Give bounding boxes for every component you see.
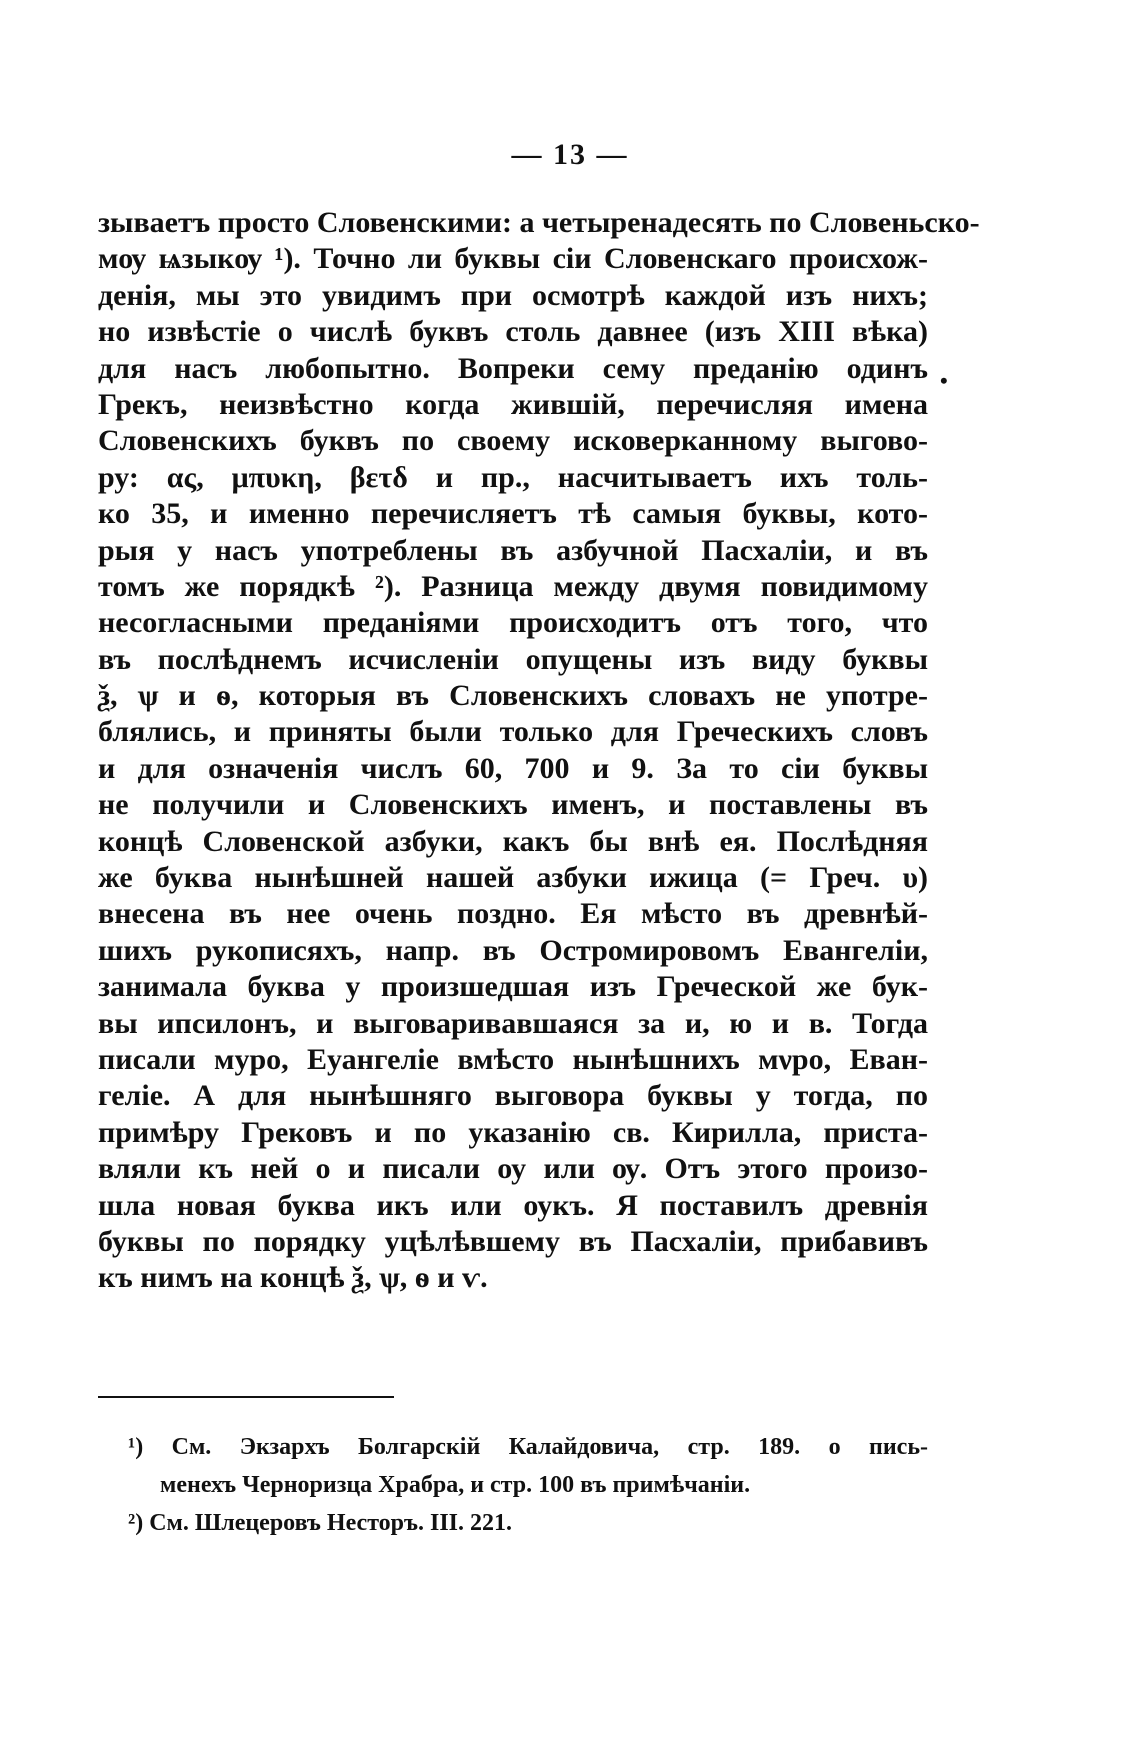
page-header: — 13 —: [511, 138, 629, 171]
text-line: ѯ, ѱ и ѳ, которыя въ Словенскихъ словахъ не употре-: [98, 679, 928, 713]
text-line: блялись, и приняты были только для Греческихъ словъ: [98, 715, 928, 749]
text-line: денія, мы это увидимъ при осмотрѣ каждой изъ нихъ;: [98, 278, 928, 312]
text-line: но извѣстіе о числѣ буквъ столь давнее (изъ XIII вѣка): [98, 315, 928, 349]
text-line: буквы по порядку уцѣлѣвшему въ Пасхаліи, прибавивъ: [98, 1224, 928, 1258]
text-line: томъ же порядкѣ ²). Разница между двумя повидимому: [98, 569, 928, 603]
text-line: несогласными преданіями происходитъ отъ того, что: [98, 606, 928, 640]
text-line: геліе. А для нынѣшняго выговора буквы у тогда, по: [98, 1079, 928, 1113]
footnote-line: менехъ Черноризца Храбра, и стр. 100 въ примѣчаніи.: [160, 1472, 751, 1498]
text-line: же буква нынѣшней нашей азбуки ижица (= Греч. υ): [98, 861, 928, 895]
text-line: зываетъ просто Словенскими: а четыренадесять по Словеньско-: [98, 206, 980, 239]
text-line: и для означенія числъ 60, 700 и 9. За то сіи буквы: [98, 751, 928, 785]
margin-mark: •: [940, 368, 948, 393]
footnotes: [128, 1428, 928, 1542]
text-line: вляли къ ней о и писали оу или ѹ. Отъ этого произо-: [98, 1152, 928, 1186]
text-line: концѣ Словенской азбуки, какъ бы внѣ ея. Послѣдняя: [98, 824, 928, 858]
footnote-rule: [98, 1396, 394, 1398]
text-line: ру: ας, μπυκη, βετδ и пр., насчитываетъ ихъ толь-: [98, 460, 928, 494]
text-line: для насъ любопытно. Вопреки сему преданію одинъ: [98, 351, 928, 385]
text-line: Словенскихъ буквъ по своему исковерканному выгово-: [98, 424, 928, 458]
text-line: писали муро, Еуангеліе вмѣсто нынѣшнихъ мνро, Еван-: [98, 1042, 928, 1076]
footnote-line: ¹) См. Экзархъ Болгарскій Калайдовича, стр. 189. о пись-: [128, 1434, 928, 1460]
main-text: [98, 205, 980, 1297]
text-line: внесена въ нее очень поздно. Ея мѣсто въ древнѣй-: [98, 897, 928, 931]
text-line: не получили и Словенскихъ именъ, и поставлены въ: [98, 788, 928, 822]
text-line: рыя у насъ употреблены въ азбучной Пасхаліи, и въ: [98, 533, 928, 567]
text-line: шла новая буква икъ или оукъ. Я поставилъ древнія: [98, 1188, 928, 1222]
text-line: Грекъ, неизвѣстно когда жившій, перечисляя имена: [98, 387, 928, 421]
text-line: примѣру Грековъ и по указанію св. Кирилла, приста-: [98, 1115, 928, 1149]
text-line: къ нимъ на концѣ ѯ, ѱ, ѳ и ѵ.: [98, 1261, 488, 1295]
text-line: занимала буква у произшедшая изъ Греческой же бук-: [98, 970, 928, 1004]
text-line: въ послѣднемъ исчисленіи опущены изъ виду буквы: [98, 642, 928, 676]
text-line: вы ипсилонъ, и выговаривавшаяся за и, ю и в. Тогда: [98, 1006, 928, 1040]
text-line: шихъ рукописяхъ, напр. въ Остромировомъ Евангеліи,: [98, 933, 928, 967]
text-line: ко 35, и именно перечисляетъ тѣ самыя буквы, кото-: [98, 497, 928, 531]
footnote-line: ²) См. Шлецеровъ Несторъ. III. 221.: [128, 1510, 513, 1536]
text-line: мѹ ѩзыкѹ ¹). Точно ли буквы сіи Словенскаго происхож-: [98, 242, 928, 276]
